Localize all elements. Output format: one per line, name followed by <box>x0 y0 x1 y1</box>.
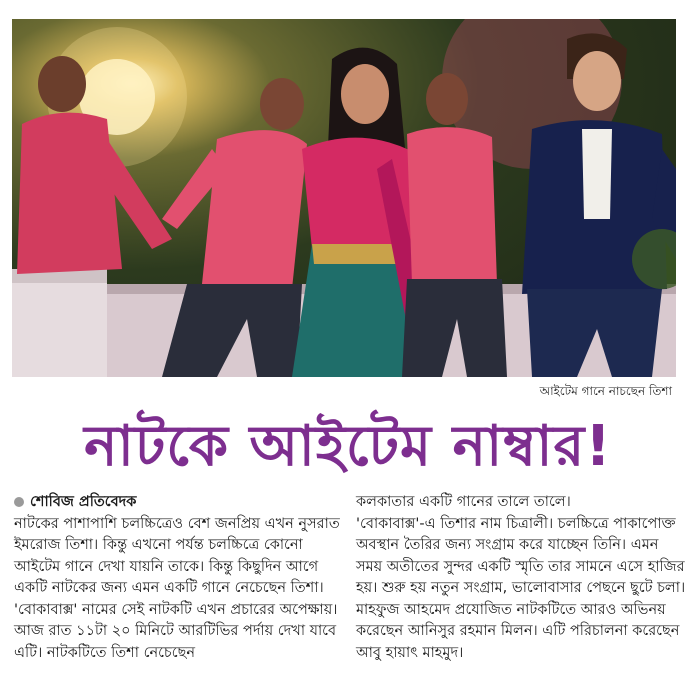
paragraph: 'বোকাবাক্স'-এ তিশার নাম চিত্রালী। চলচ্চিত্রে পাকাপোক্ত অবস্থান তৈরির জন্য সংগ্রাম করে যাচ্ছেন তিনি। এমন সময় অতীতের সুন্দর একটি স্মৃতি তার সামনে এসে হাজির হয়। শুরু হয় নতুন সংগ্রাম, ভালোবাসার পেছনে ছুটে চলা। <box>356 515 686 596</box>
byline <box>14 492 344 514</box>
dance-scene-illustration <box>12 19 676 377</box>
photo-caption: আইটেম গানে নাচছেন তিশা <box>539 384 672 398</box>
paragraph: নাটকের পাশাপাশি চলচ্চিত্রেও বেশ জনপ্রিয় এখন নুসরাত ইমরোজ তিশা। কিন্তু এখনো পর্যন্ত চলচ্চিত্রে কোনো আইটেম গানে দেখা যায়নি তাকে। কিন্তু কিছুদিন আগে একটি নাটকের জন্য এমন একটি গানে নেচেছেন তিশা। <box>14 515 340 596</box>
reporter-name: শোবিজ প্রতিবেদক <box>30 494 137 510</box>
headline: নাটকে আইটেম নাম্বার! <box>84 414 612 479</box>
dance-photo <box>12 19 676 377</box>
bullet-icon <box>14 497 24 507</box>
article-column-right <box>356 492 686 664</box>
paragraph: কলকাতার একটি গানের তালে তালে। <box>356 494 571 510</box>
article-column-left <box>14 492 344 664</box>
paragraph: মাহফুজ আহমেদ প্রযোজিত নাটকটিতে আরও অভিনয় করেছেন আনিসুর রহমান মিলন। এটি পরিচালনা করেছেন আবু হায়াৎ মাহমুদ। <box>356 601 680 661</box>
paragraph: 'বোকাবাক্স' নামের সেই নাটকটি এখন প্রচারের অপেক্ষায়। আজ রাত ১১টা ২০ মিনিটে আরটিভির পর্দায় দেখা যাবে এটি। নাটকটিতে তিশা নেচেছেন <box>14 601 338 661</box>
